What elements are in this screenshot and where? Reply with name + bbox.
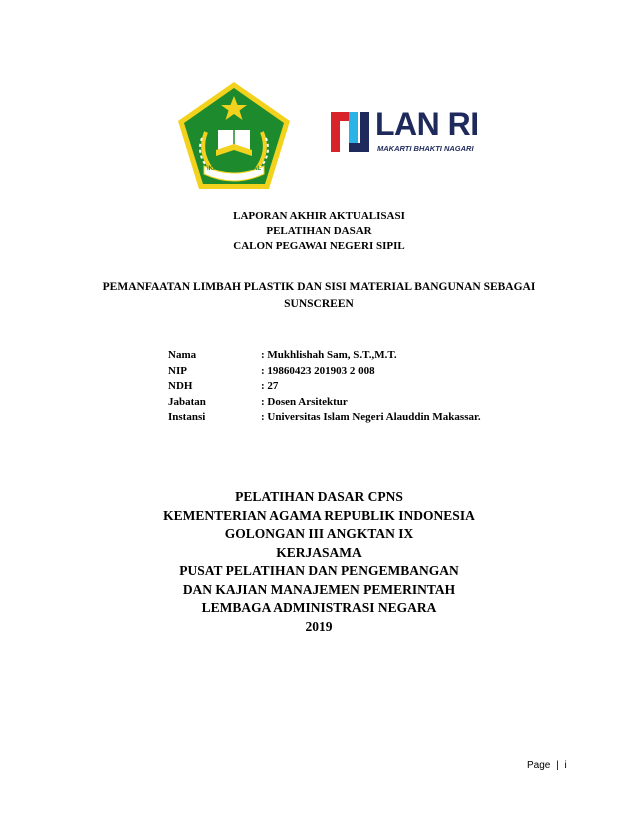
page-number-label: Page <box>527 760 551 771</box>
lanri-name: LAN RI <box>375 106 479 142</box>
identity-value: : 27 <box>261 380 279 392</box>
lanri-tagline: MAKARTI BHAKTI NAGARI <box>377 144 474 153</box>
report-title-line-1: PEMANFAATAN LIMBAH PLASTIK DAN SISI MATERIAL BANGUNAN SEBAGAI <box>102 281 536 293</box>
kemenag-logo <box>176 80 292 192</box>
page-number <box>527 760 567 771</box>
footer-year: 2019 <box>305 618 333 634</box>
footer-line-1: PELATIHAN DASAR CPNS <box>235 489 403 504</box>
identity-label: Instansi <box>168 411 206 423</box>
lanri-logo <box>327 104 477 160</box>
identity-value: : Dosen Arsitektur <box>261 395 348 408</box>
identity-value: : Universitas Islam Negeri Alauddin Makassar. <box>261 411 481 423</box>
footer-line-2: KEMENTERIAN AGAMA REPUBLIK INDONESIA <box>163 507 475 523</box>
footer-line-7: LEMBAGA ADMINISTRASI NEGARA <box>201 600 437 615</box>
report-title-line-2: SUNSCREEN <box>284 298 354 310</box>
identity-label: Jabatan <box>168 395 206 408</box>
footer-line-5: PUSAT PELATIHAN DAN PENGEMBANGAN <box>179 563 459 578</box>
footer-line-6: DAN KAJIAN MANAJEMEN PEMERINTAH <box>182 581 456 597</box>
identity-value: : 19860423 201903 2 008 <box>261 364 375 377</box>
identity-value: : Mukhlishah Sam, S.T.,M.T. <box>261 349 397 361</box>
report-heading-line-1: LAPORAN AKHIR AKTUALISASI <box>233 210 405 222</box>
footer-line-3: GOLONGAN III ANGKTAN IX <box>224 526 414 541</box>
report-heading-line-3: CALON PEGAWAI NEGERI SIPIL <box>233 240 405 252</box>
page-number-separator: | <box>556 760 559 771</box>
identity-label: NDH <box>168 380 193 392</box>
identity-label: NIP <box>168 364 187 377</box>
page-number-value: i <box>564 760 567 771</box>
report-heading-line-2: PELATIHAN DASAR <box>266 225 372 237</box>
identity-label: Nama <box>168 349 197 361</box>
kemenag-ribbon-text: IKHLAS BERAMAL <box>207 166 261 172</box>
footer-line-4: KERJASAMA <box>276 544 362 560</box>
